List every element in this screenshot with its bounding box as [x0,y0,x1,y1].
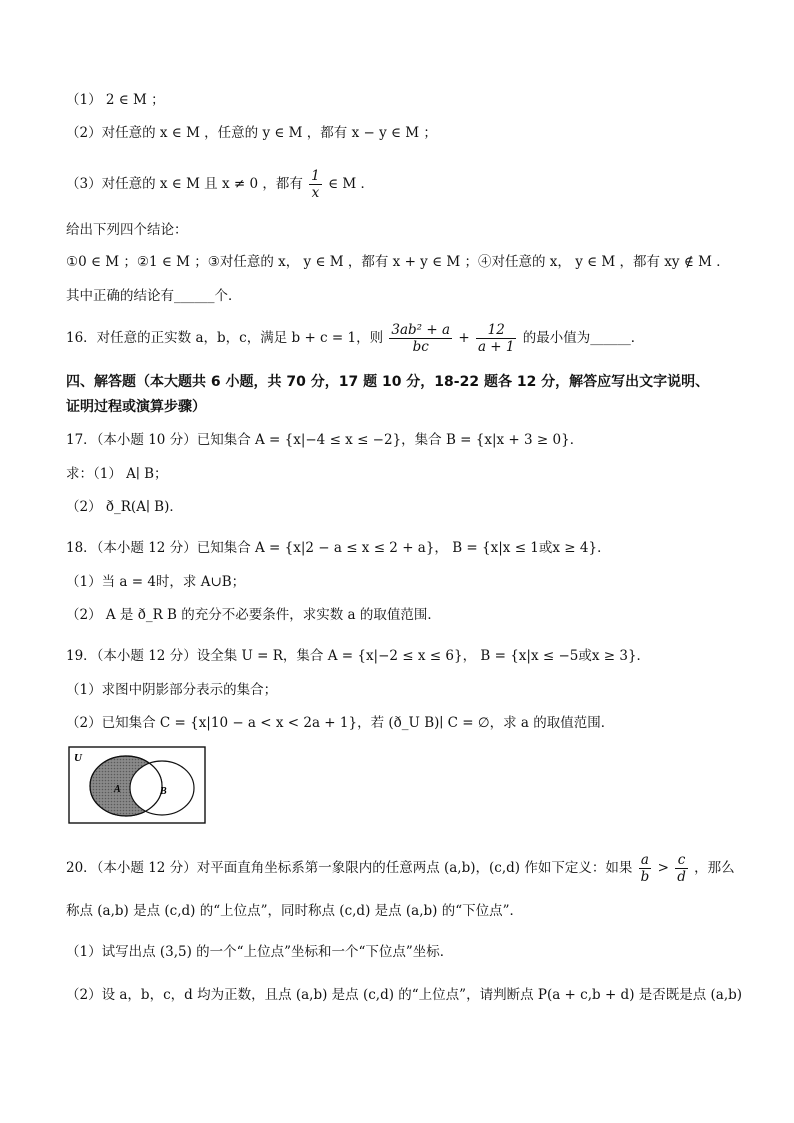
venn-diagram [68,746,206,824]
question-17: 17．（本小题 10 分）已知集合 A = {x|−4 ≤ x ≤ −2}，集合 B = {x|x + 3 ≥ 0}． [66,432,584,448]
question-16: 16．对任意的正实数 a，b，c，满足 b + c = 1，则 $\frac{\text{3ab² + a}}{bc}$ + $\frac{12}{a + 1}$ 的最小值为______． [66,322,645,355]
fraction-1-over-x: $\frac{1}{x}$ [311,168,320,201]
question-17-part-1: 求：（1） A∣ B； [66,466,168,482]
question-20-part-2: （2）设 a，b，c，d 均为正数，且点 (a,b) 是点 (c,d) 的“上位点”，请判断点 P(a + c,b + d) 是否既是点 (a,b) [66,987,743,1003]
section-4-title: 四、解答题（本大题共 6 小题，共 70 分，17 题 10 分，18-22 题各 12 分，解答应写出文字说明、 [66,374,710,390]
question-18-part-1: （1）当 a = 4时，求 A∪B； [66,574,246,590]
condition-2: （2）对任意的 x ∈ M ，任意的 y ∈ M ，都有 x − y ∈ M ； [66,125,437,141]
question-17-part-2: （2） ð_R(A∣ B)． [66,499,183,515]
answer-count-blank: 其中正确的结论有______个． [66,288,242,304]
section-4-title-cont: 证明过程或演算步骤） [66,399,206,415]
conclusions-list: ①0 ∈ M ；②1 ∈ M ；③对任意的 x， y ∈ M ，都有 x + y ∈ M ；④对任意的 x， y ∈ M ，都有 xy ∉ M ． [66,254,730,270]
question-19-part-1: （1）求图中阴影部分表示的集合； [66,682,278,698]
condition-3: （3）对任意的 x ∈ M 且 x ≠ 0 ，都有 $\frac{1}{x}$ ∈ M ． [66,168,374,201]
venn-label-u: U [74,752,82,764]
question-18-part-2: （2） A 是 ð_R B 的充分不必要条件，求实数 a 的取值范围． [66,607,441,623]
venn-label-b: B [160,786,167,797]
question-20: 20．（本小题 12 分）对平面直角坐标系第一象限内的任意两点 (a,b)，(c,d) 作如下定义：如果 $\frac{a}{b}$ > $\frac{c}{d}$ ，那么 [66,852,735,885]
given-conclusions-heading: 给出下列四个结论： [66,222,188,238]
question-20-definition: 称点 (a,b) 是点 (c,d) 的“上位点”，同时称点 (c,d) 是点 (a,b) 的“下位点”． [66,903,524,919]
venn-label-a: A [114,784,121,795]
condition-1: （1） 2 ∈ M ； [66,92,165,108]
question-19-part-2: （2）已知集合 C = {x|10 − a < x < 2a + 1}，若 (ð_U B)∣ C = ∅，求 a 的取值范围． [66,715,615,731]
question-20-part-1: （1）试写出点 (3,5) 的一个“上位点”坐标和一个“下位点”坐标． [66,944,454,960]
question-19: 19．（本小题 12 分）设全集 U = R，集合 A = {x|−2 ≤ x ≤ 6}， B = {x|x ≤ −5或x ≥ 3}． [66,648,651,664]
question-18: 18．（本小题 12 分）已知集合 A = {x|2 − a ≤ x ≤ 2 + a}， B = {x|x ≤ 1或x ≥ 4}． [66,540,611,556]
